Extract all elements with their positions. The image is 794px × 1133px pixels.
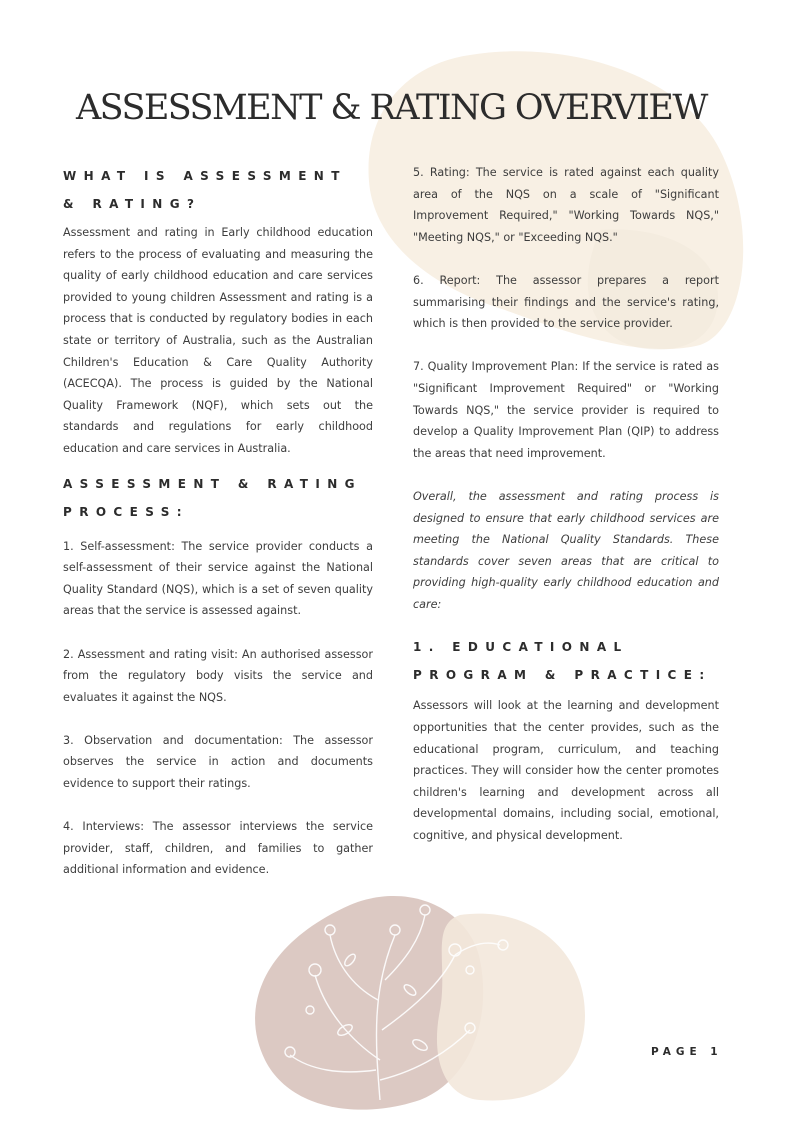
intro-paragraph: Assessment and rating in Early childhood education refers to the process of evaluating and measuring the quality of early childhood education and care services provided to young children Assessment and rating is a process that is conducted by regulatory bodies in each state or territory of Australia, such as the Australian Children's Education & Care Quality Authority (ACECQA). The process is guided by the National Quality Framework (NQF), which sets out the standards and regulations for early childhood education and care services in Australia. [63,226,373,455]
section-heading-process: ASSESSMENT & RATING PROCESS: [63,476,362,519]
section-heading-what-is: WHAT IS ASSESSMENT & RATING? [63,169,347,211]
process-step-6: 6. Report: The assessor prepares a report summarising their findings and the service's rating, which is then provided to the service provider. [413,273,719,331]
right-column [413,162,719,847]
page-title: ASSESSMENT & RATING OVERVIEW [76,88,707,128]
process-step-3: 3. Observation and documentation: The assessor observes the service in action and documents evidence to support their ratings. [63,733,373,791]
educational-paragraph: Assessors will look at the learning and development opportunities that the center provides, such as the educational program, curriculum, and teaching practices. They will consider how the center promotes children's learning and development across all developmental domains, including social, emotional, cognitive, and physical development. [413,699,719,843]
section-heading-educational-program: 1. EDUCATIONAL PROGRAM & PRACTICE: [413,640,712,683]
overall-paragraph: Overall, the assessment and rating process is designed to ensure that early childhood services are meeting the National Quality Standards. These standards cover seven areas that are critical to providing high-quality early childhood education and care: [413,489,719,611]
cream-blob [437,914,585,1101]
process-step-5: 5. Rating: The service is rated against each quality area of the NQS on a scale of "Significant Improvement Required," "Working Towards NQS," "Meeting NQS," or "Exceeding NQS." [413,166,719,244]
process-step-7: 7. Quality Improvement Plan: If the service is rated as "Significant Improvement Required" or "Working Towards NQS," the service provider is required to develop a Quality Improvement Plan (QIP) to address the areas that need improvement. [413,360,719,460]
process-step-1: 1. Self-assessment: The service provider conducts a self-assessment of their service against the National Quality Standard (NQS), which is a set of seven quality areas that the service is assessed against. [63,539,373,618]
process-step-4: 4. Interviews: The assessor interviews the service provider, staff, children, and families to gather additional information and evidence. [63,820,373,877]
process-step-2: 2. Assessment and rating visit: An authorised assessor from the regulatory body visits the service and evaluates it against the NQS. [63,647,373,704]
page-number: PAGE 1 [651,1046,723,1058]
left-column [63,162,373,881]
